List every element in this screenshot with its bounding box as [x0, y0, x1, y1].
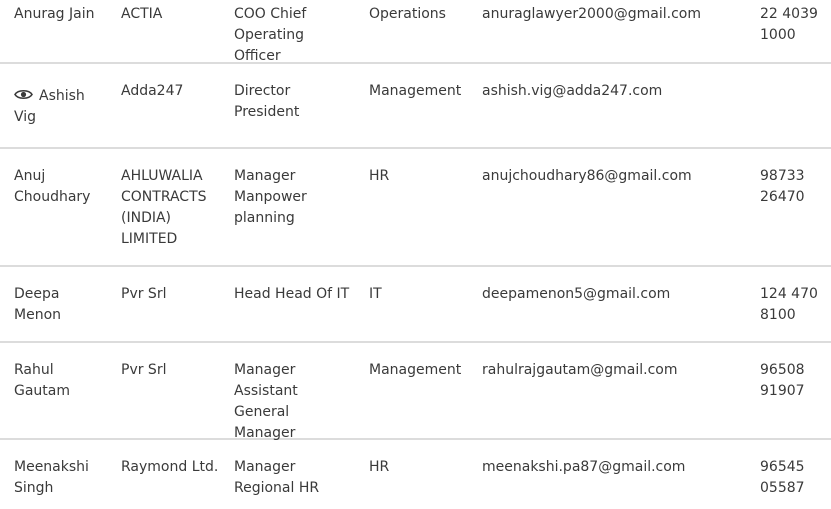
contact-phone: 22 4039 1000 [760, 6, 818, 43]
contact-department: Management [369, 83, 462, 99]
contact-email: rahulrajgautam@gmail.com [482, 362, 678, 378]
contact-name: Anurag Jain [14, 6, 95, 22]
contact-email: anujchoudhary86@gmail.com [482, 168, 692, 184]
table-row[interactable] [0, 343, 831, 440]
contact-phone: 96508 91907 [760, 362, 805, 399]
contact-title: Manager Assistant General Manager [234, 362, 298, 441]
contact-company: Pvr Srl [121, 286, 167, 302]
contact-phone: 96545 05587 [760, 459, 805, 496]
eye-icon[interactable] [14, 88, 33, 101]
contact-phone: 98733 26470 [760, 168, 805, 205]
contact-company: Pvr Srl [121, 362, 167, 378]
contact-name-cell [14, 86, 104, 128]
contact-email: deepamenon5@gmail.com [482, 286, 671, 302]
contact-email: meenakshi.pa87@gmail.com [482, 459, 686, 475]
contact-name: Meenakshi Singh [14, 459, 89, 496]
table-row[interactable] [0, 149, 831, 267]
contact-name: Rahul Gautam [14, 362, 71, 399]
contact-department: IT [369, 286, 382, 302]
contact-title: COO Chief Operating Officer [234, 6, 307, 64]
contact-phone: 124 470 8100 [760, 286, 818, 323]
contact-title: Manager Manpower planning [234, 168, 307, 226]
contact-department: Management [369, 362, 462, 378]
contact-company: ACTIA [121, 6, 163, 22]
table-row[interactable] [0, 267, 831, 343]
table-row[interactable] [0, 440, 831, 509]
table-row[interactable] [0, 0, 831, 64]
contact-department: HR [369, 459, 390, 475]
contact-email: ashish.vig@adda247.com [482, 83, 663, 99]
contact-title: Manager Regional HR [234, 459, 320, 496]
contact-company: Adda247 [121, 83, 184, 99]
table-row[interactable] [0, 64, 831, 149]
contact-company: AHLUWALIA CONTRACTS (INDIA) LIMITED [121, 168, 207, 247]
contact-email: anuraglawyer2000@gmail.com [482, 6, 701, 22]
contact-department: HR [369, 168, 390, 184]
contact-title: Director President [234, 83, 300, 120]
contact-company: Raymond Ltd. [121, 459, 219, 475]
contact-name: Ashish Vig [14, 88, 85, 125]
contact-title: Head Head Of IT [234, 286, 350, 302]
contact-department: Operations [369, 6, 446, 22]
contact-name: Anuj Choudhary [14, 168, 91, 205]
contact-name: Deepa Menon [14, 286, 62, 323]
